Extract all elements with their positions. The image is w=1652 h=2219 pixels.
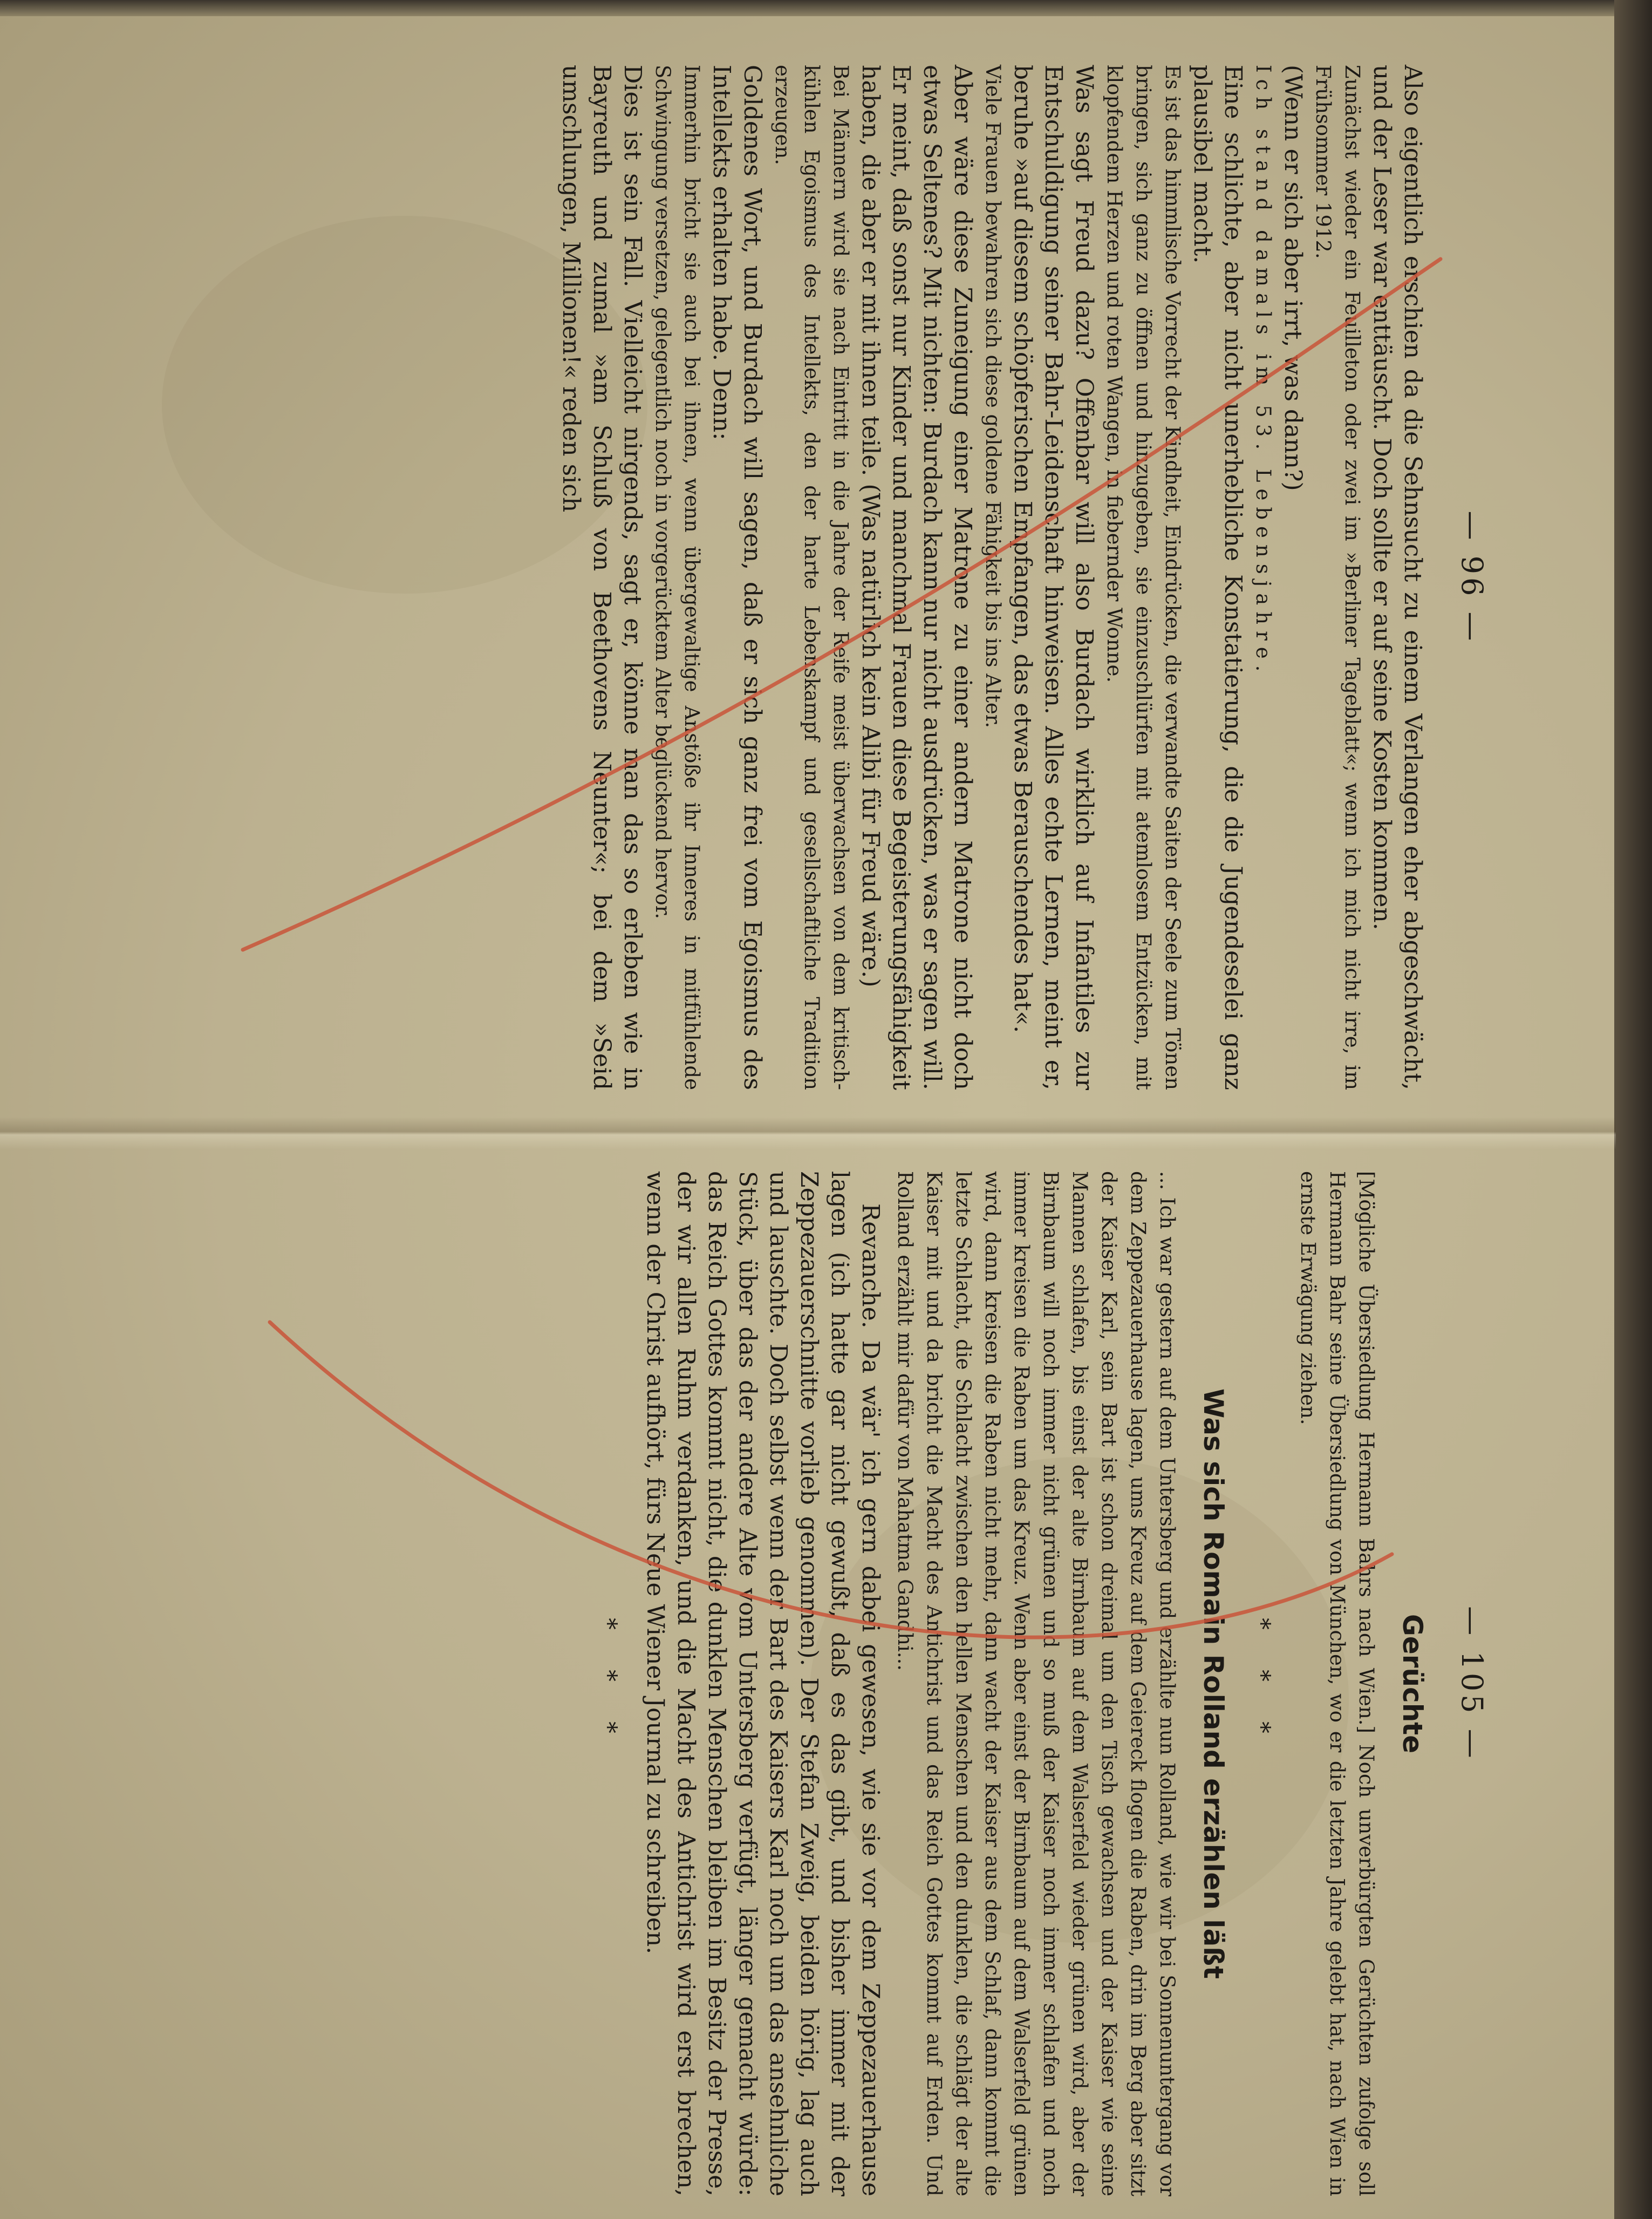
binding-edge <box>1614 0 1652 2219</box>
paragraph: Was sagt Freud dazu? Offenbar will also Burdach wirklich auf Infantiles zur Entschuldigung seiner Bahr-Leidenschaft hinweisen. Alles echte Lernen, meint er, beruhe »auf diesem schöpferischen Empfangen, das etwas Berauschendes hat«. <box>1009 65 1098 1090</box>
top-edge-shadow <box>0 0 1652 16</box>
page-number: — 105 — <box>1455 1606 1489 1761</box>
section-title-geruechte: Gerüchte <box>1397 1614 1428 1754</box>
quoted-paragraph: [Mögliche Übersiedlung Hermann Bahrs nach Wien.] Noch unverbürgten Gerüchten zufolge soll Hermann Bahr seine Übersiedlung von München, wo er die letzten Jahre gelebt hat, nach Wien in ernste Erwägung ziehen. <box>1296 1171 1378 2196</box>
section-divider-stars: * * * <box>1247 1618 1275 1750</box>
quoted-paragraph: Viele Frauen bewahren sich diese goldene Fähigkeit bis ins Alter. <box>981 65 1005 729</box>
page-96 <box>167 65 1489 1090</box>
section-geruechte-body <box>1293 1171 1381 2196</box>
paragraph: (Wenn er sich aber irrt, was dann?) <box>1279 65 1307 491</box>
section-title-rolland: Was sich Romain Rolland erzählen läßt <box>1198 1388 1229 1979</box>
paragraph: Eine schlichte, aber nicht unerhebliche Konstatierung, die die Jugendeselei ganz plausibel macht. <box>1189 65 1247 1090</box>
section-rolland-body <box>640 1171 1182 2196</box>
page-96-body <box>556 65 1428 1090</box>
paragraph: Dies ist sein Fall. Vielleicht nirgends, sagt er, könne man das so erleben wie in Bayreuth und zumal »am Schluß von Beethovens Neunter«; bei dem »Seid umschlungen, Millionen!« reden sich <box>557 65 646 1090</box>
quoted-paragraph: Zunächst wieder ein Feuilleton oder zwei im »Berliner Tageblatt«; wenn ich mich nicht irre, im Frühsommer 1912. <box>1312 65 1364 1090</box>
quoted-paragraph: Es ist das himmlische Vorrecht der Kindheit, Eindrücken, die verwandte Saiten der Seele zum Tönen bringen, sich ganz zu öffnen und hinzugeben, sie einzuschlürfen mit atemlosem Entzücken, mit klopfendem Herzen und roten Wangen, in fiebernder Wonne. <box>1103 65 1184 1090</box>
paragraph: Goldenes Wort, und Burdach will sagen, daß er sich ganz frei vom Egoismus des Intellekts erhalten habe. Denn: <box>708 65 766 1090</box>
page-number: — 96 — <box>1455 510 1489 644</box>
quoted-paragraph: Bei Männern wird sie nach Eintritt in die Jahre der Reife meist überwachsen von dem kritisch-kühlen Egoismus des Intellekts, den der harte Lebenskampf und gesellschaftliche Tradition erzeugen. <box>771 65 852 1090</box>
paragraph: Aber wäre diese Zuneigung einer Matrone zu einer andern Matrone nicht doch etwas Seltenes? Mit nichten: Burdach kann nur nicht ausdrücken, was er sagen will. Er meint, daß sonst nur Kinder und manchmal Frauen diese Begeisterungsfähigkeit haben, die aber er mit ihnen teile. (Was natürlich kein Alibi für Freud wäre.) <box>857 65 977 1090</box>
page-105 <box>167 1171 1489 2196</box>
quoted-paragraph: ... Ich war gestern auf dem Untersberg und erzählte nun Rolland, wie wir bei Sonnenuntergang vor dem Zeppezauerhause lagen, ums Kreuz auf dem Geiereck flogen die Raben, drin im Berg aber sitzt der Kaiser Karl, sein Bart ist schon dreimal um den Tisch gewachsen und der Kaiser wie seine Mannen schlafen, bis einst der alte Birnbaum auf dem Walserfeld wieder grünen wird, aber der Birnbaum will noch immer nicht grünen und so muß der Kaiser noch immer schlafen und noch immer kreisen die Raben um das Kreuz. Wenn aber einst der Birnbaum auf dem Walserfeld grünen wird, dann kreisen die Raben nicht mehr, dann wacht der Kaiser aus dem Schlaf, dann kommt die letzte Schlacht, die Schlacht zwischen den hellen Menschen und den dunklen, die schlägt der alte Kaiser mit und da bricht die Macht des Antichrist und das Reich Gottes kommt auf Erden. Und Rolland erzählt mir dafür von Mahatma Gandhi... <box>893 1171 1179 2196</box>
paragraph: Also eigentlich erschien da die Sehnsucht zu einem Verlangen eher abgeschwächt, und der Leser war enttäuscht. Doch sollte er auf seine Kosten kommen. <box>1368 65 1426 1090</box>
section-divider-stars: * * * <box>594 1618 622 1750</box>
quoted-paragraph: Ich stand damals im 53. Lebensjahre. <box>1252 65 1275 678</box>
paragraph: Revanche. Da wär' ich gern dabei gewesen, wie sie vor dem Zeppezauerhause lagen (ich hatte gar nicht gewußt, daß es das gibt, und bisher immer mit der Zeppezauerschnitte vorlieb genommen). Der Stefan Zweig, beiden hörig, lag auch und lauschte. Doch selbst wenn der Bart des Kaisers Karl noch um das ansehnliche Stück, über das der andere Alte vom Untersberg verfügt, länger gemacht würde: das Reich Gottes kommt nicht, die dunklen Menschen bleiben im Besitz der Presse, der wir allen Ruhm verdanken, und die Macht des Antichrist wird erst brechen, wenn der Christ aufhört, fürs Neue Wiener Journal zu schreiben. <box>641 1171 884 2196</box>
center-fold <box>0 1117 1616 1149</box>
quoted-paragraph: Immerhin bricht sie auch bei ihnen, wenn übergewaltige Anstöße ihr Inneres in mitfühlende Schwingung versetzen, gelegentlich noch in vorgerücktem Alter beglückend hervor. <box>651 65 704 1090</box>
